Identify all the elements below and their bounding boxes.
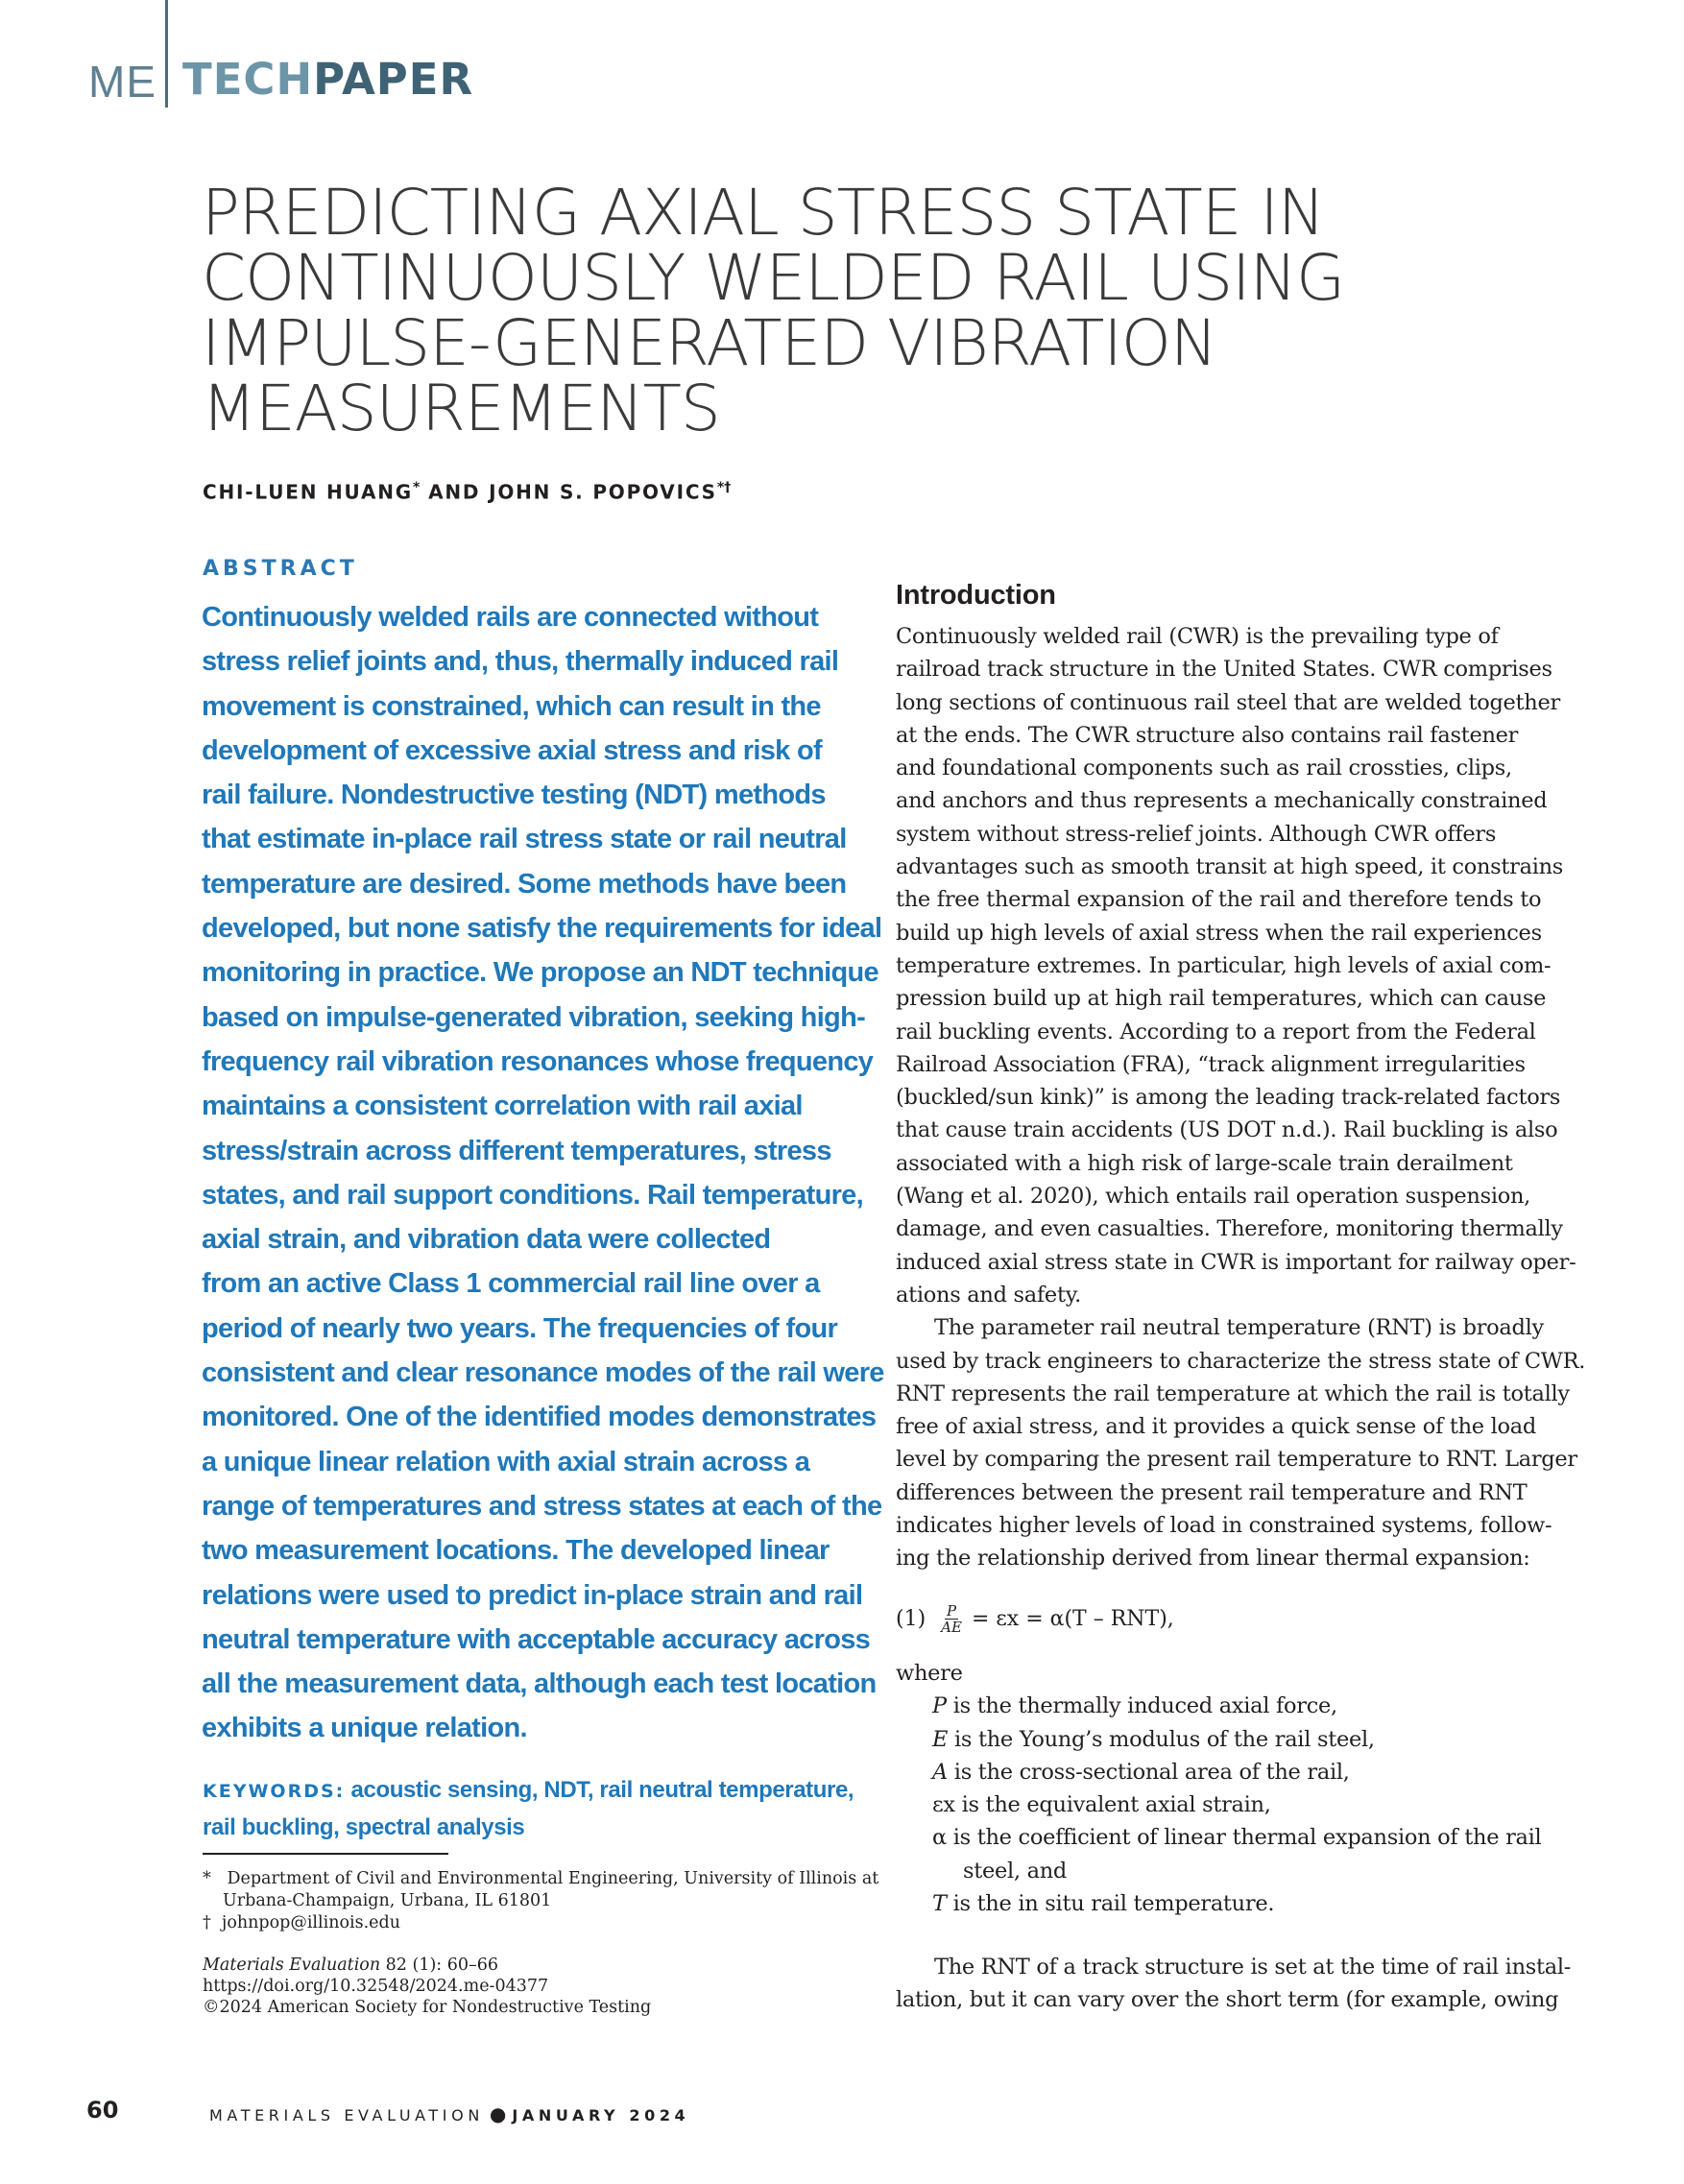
abstract-line: period of nearly two years. The frequencies of four xyxy=(202,1312,838,1344)
body-line: temperature extremes. In particular, high levels of axial com- xyxy=(896,952,1552,978)
abstract-line: monitoring in practice. We propose an NDT technique xyxy=(202,957,878,989)
abstract-text xyxy=(202,595,884,1751)
author-email[interactable]: johnpop@illinois.edu xyxy=(221,1913,400,1932)
abstract-line: frequency rail vibration resonances whose frequency xyxy=(202,1045,874,1077)
title-line: MEASUREMENTS xyxy=(202,372,720,445)
abstract-line: from an active Class 1 commercial rail line over a xyxy=(202,1268,820,1300)
keywords-text: rail buckling, spectral analysis xyxy=(203,1814,525,1840)
running-footer xyxy=(209,2102,689,2125)
footnote-mark: * xyxy=(203,1869,211,1888)
variable-item xyxy=(896,1756,1541,1788)
title-line: CONTINUOUSLY WELDED RAIL USING xyxy=(202,241,1345,315)
body-line: and anchors and thus represents a mechanically constrained xyxy=(896,788,1548,814)
abstract-heading: ABSTRACT xyxy=(203,557,358,581)
abstract-line: axial strain, and vibration data were collected xyxy=(202,1224,771,1256)
abstract-line: that estimate in-place rail stress state or rail neutral xyxy=(202,824,847,855)
abstract-line: states, and rail support conditions. Rail temperature, xyxy=(202,1179,863,1211)
body-line: long sections of continuous rail steel that are welded together xyxy=(896,689,1560,715)
keywords-label: KEYWORDS: xyxy=(203,1781,346,1802)
section-heading: Introduction xyxy=(896,580,1056,611)
body-line: Railroad Association (FRA), “track alignment irregularities xyxy=(896,1051,1526,1077)
body-line: The parameter rail neutral temperature (RNT) is broadly xyxy=(934,1315,1544,1341)
equation-number: (1) xyxy=(896,1607,926,1631)
abstract-line: rail failure. Nondestructive testing (NDT) methods xyxy=(202,780,826,811)
variable-desc: is the thermally induced axial force, xyxy=(946,1693,1337,1719)
body-line: The RNT of a track structure is set at the time of rail instal- xyxy=(934,1955,1572,1980)
author-joiner: AND xyxy=(420,480,490,504)
variable-list xyxy=(896,1657,1541,1920)
body-text xyxy=(896,1951,1571,2017)
section-label: ME xyxy=(88,57,156,107)
body-line: Continuously welded rail (CWR) is the prevailing type of xyxy=(896,624,1499,649)
abstract-line: exhibits a unique relation. xyxy=(202,1713,527,1744)
abstract-line: stress/strain across different temperatures, stress xyxy=(202,1135,831,1166)
equation-fraction xyxy=(941,1603,962,1635)
abstract-line: temperature are desired. Some methods have been xyxy=(202,868,847,900)
variable-item xyxy=(896,1690,1541,1722)
variable-symbol: P xyxy=(932,1693,947,1719)
abstract-line: stress relief joints and, thus, thermally induced rail xyxy=(202,646,839,678)
bullet-icon: ● xyxy=(489,2102,507,2125)
footer-journal: MATERIALS EVALUATION xyxy=(209,2106,484,2124)
body-line: RNT represents the rail temperature at which the rail is totally xyxy=(896,1380,1570,1406)
body-line: indicates higher levels of load in constrained systems, follow- xyxy=(896,1513,1552,1539)
abstract-line: maintains a consistent correlation with rail axial xyxy=(202,1091,803,1122)
equation-rhs: = εx = α(T – RNT), xyxy=(971,1607,1174,1631)
variable-desc: is the cross-sectional area of the rail, xyxy=(947,1759,1350,1785)
body-line: ations and safety. xyxy=(896,1282,1081,1308)
body-line: build up high levels of axial stress when the rail experiences xyxy=(896,920,1542,946)
variable-item xyxy=(896,1821,1541,1854)
abstract-line: a unique linear relation with axial strain across a xyxy=(202,1446,810,1477)
abstract-line: two measurement locations. The developed linear xyxy=(202,1535,830,1567)
body-line: differences between the present rail temperature and RNT xyxy=(896,1479,1528,1505)
footnote-mark: † xyxy=(203,1913,211,1932)
variable-desc: is the Young’s modulus of the rail steel, xyxy=(948,1726,1375,1752)
variable-symbol: T xyxy=(932,1891,947,1917)
body-line: advantages such as smooth transit at high speed, it constrains xyxy=(896,854,1564,880)
copyright: ©2024 American Society for Nondestructive Testing xyxy=(203,1998,652,2017)
equation xyxy=(896,1603,1174,1635)
keywords-text: acoustic sensing, NDT, rail neutral temperature, xyxy=(350,1777,854,1803)
fraction-denominator: AE xyxy=(941,1619,962,1636)
variable-item xyxy=(896,1788,1541,1821)
header-divider xyxy=(165,0,168,108)
keywords xyxy=(203,1772,855,1845)
volume-pages: 82 (1): 60–66 xyxy=(380,1956,499,1975)
body-line: (buckled/sun kink)” is among the leading track-related factors xyxy=(896,1085,1561,1111)
abstract-line: consistent and clear resonance modes of the rail were xyxy=(202,1357,884,1389)
author-mark: * xyxy=(413,480,421,495)
body-line: induced axial stress state in CWR is important for railway oper- xyxy=(896,1249,1576,1275)
footer-issue-date: JANUARY 2024 xyxy=(512,2106,690,2124)
section-tag-light: TECH xyxy=(182,54,314,105)
variable-desc: is the in situ rail temperature. xyxy=(946,1891,1275,1917)
body-line: free of axial stress, and it provides a quick sense of the load xyxy=(896,1414,1536,1440)
section-tag xyxy=(182,54,473,105)
author-name: JOHN S. POPOVICS xyxy=(489,480,717,504)
affiliation-line: Department of Civil and Environmental Engineering, University of Illinois at xyxy=(227,1869,879,1888)
abstract-line: based on impulse-generated vibration, seeking high- xyxy=(202,1001,866,1033)
body-line: used by track engineers to characterize the stress state of CWR. xyxy=(896,1348,1586,1374)
variable-item-continued: steel, and xyxy=(963,1858,1068,1884)
body-line: level by comparing the present rail temperature to RNT. Larger xyxy=(896,1447,1577,1473)
variable-symbol: α xyxy=(932,1825,947,1851)
doi-link[interactable]: https://doi.org/10.32548/2024.me-04377 xyxy=(203,1977,549,1996)
citation-block xyxy=(203,1955,875,2018)
body-line: and foundational components such as rail crossties, clips, xyxy=(896,756,1512,781)
abstract-line: neutral temperature with acceptable accuracy across xyxy=(202,1623,871,1655)
body-line: railroad track structure in the United States. CWR comprises xyxy=(896,657,1552,683)
author-mark: *† xyxy=(716,480,732,495)
variable-desc: is the coefficient of linear thermal expansion of the rail xyxy=(946,1825,1542,1851)
title-line: IMPULSE-GENERATED VIBRATION xyxy=(202,306,1217,380)
author-list xyxy=(203,480,731,504)
body-line: lation, but it can vary over the short term (for example, owing xyxy=(896,1987,1559,2013)
body-line: that cause train accidents (US DOT n.d.). Rail buckling is also xyxy=(896,1117,1558,1143)
variable-symbol: εx xyxy=(932,1792,955,1818)
body-line: at the ends. The CWR structure also contains rail fastener xyxy=(896,722,1519,748)
body-line: associated with a high risk of large-scale train derailment xyxy=(896,1150,1513,1176)
title-line: PREDICTING AXIAL STRESS STATE IN xyxy=(202,176,1325,250)
variable-desc: is the equivalent axial strain, xyxy=(954,1792,1271,1818)
abstract-line: Continuously welded rails are connected without xyxy=(202,602,819,633)
abstract-line: developed, but none satisfy the requirements for ideal xyxy=(202,913,882,945)
body-line: the free thermal expansion of the rail and therefore tends to xyxy=(896,887,1542,913)
fraction-numerator: P xyxy=(947,1602,957,1620)
body-line: system without stress-relief joints. Although CWR offers xyxy=(896,821,1497,847)
page-number: 60 xyxy=(86,2097,119,2124)
where-label: where xyxy=(896,1661,963,1686)
author-name: CHI-LUEN HUANG xyxy=(203,480,413,504)
body-line: damage, and even casualties. Therefore, monitoring thermally xyxy=(896,1216,1563,1242)
footnotes xyxy=(203,1868,879,1934)
abstract-line: development of excessive axial stress and risk of xyxy=(202,734,822,766)
body-line: rail buckling events. According to a report from the Federal xyxy=(896,1019,1536,1044)
body-line: (Wang et al. 2020), which entails rail operation suspension, xyxy=(896,1184,1531,1210)
variable-item xyxy=(896,1723,1541,1756)
section-tag-bold: PAPER xyxy=(313,54,474,105)
variable-item xyxy=(896,1887,1541,1920)
abstract-line: range of temperatures and stress states at each of the xyxy=(202,1490,882,1522)
body-line: ing the relationship derived from linear thermal expansion: xyxy=(896,1546,1530,1572)
affiliation-line: Urbana-Champaign, Urbana, IL 61801 xyxy=(223,1891,552,1910)
abstract-line: all the measurement data, although each test location xyxy=(202,1668,877,1700)
abstract-line: relations were used to predict in-place strain and rail xyxy=(202,1579,863,1611)
journal-name: Materials Evaluation xyxy=(203,1956,381,1975)
body-line: pression build up at high rail temperatures, which can cause xyxy=(896,986,1547,1012)
article-title xyxy=(202,176,1450,445)
variable-symbol: E xyxy=(932,1726,949,1752)
abstract-line: monitored. One of the identified modes demonstrates xyxy=(202,1402,877,1433)
footnote-rule xyxy=(203,1853,448,1855)
body-text xyxy=(896,620,1586,1575)
variable-symbol: A xyxy=(932,1759,948,1785)
abstract-line: movement is constrained, which can result in the xyxy=(202,690,821,722)
